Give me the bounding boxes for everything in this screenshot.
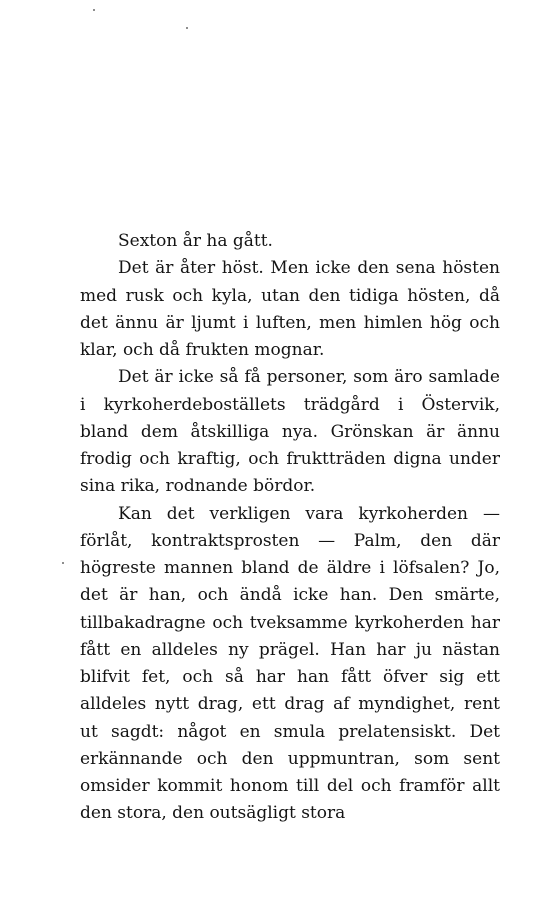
print-speck — [93, 9, 95, 11]
print-speck — [186, 27, 188, 29]
paragraph: Kan det verkligen vara kyrkoherden — förlåt, kontraktsprosten — Palm, den där högreste mannen bland de äldre i löfsalen? Jo, det är han, och ändå icke han. Den smärte, tillbakadragne och tveksamme kyrkoherden har fått en alldeles ny prägel. Han har ju nästan blifvit fet, och så har han fått öfver sig ett alldeles nytt drag, ett drag af myndighet, rent ut sagdt: något en smula prelatensiskt. Det erkännande och den uppmuntran, som sent omsider kommit honom till del och framför allt den stora, den outsägligt stora — [80, 503, 500, 824]
paragraph: Sexton år ha gått. — [118, 231, 273, 251]
print-speck — [62, 562, 64, 564]
body-text — [80, 228, 500, 828]
paragraph: Det är icke så få personer, som äro samlade i kyrkoherdeboställets trädgård i Östervik, bland dem åtskilliga nya. Grönskan är ännu frodig och kraftig, och fruktträden digna under sina rika, rodnande bördor. — [80, 367, 500, 497]
paragraph: Det är åter höst. Men icke den sena hösten med rusk och kyla, utan den tidiga hösten, då det ännu är ljumt i luften, men himlen hög och klar, och då frukten mognar. — [80, 258, 500, 360]
